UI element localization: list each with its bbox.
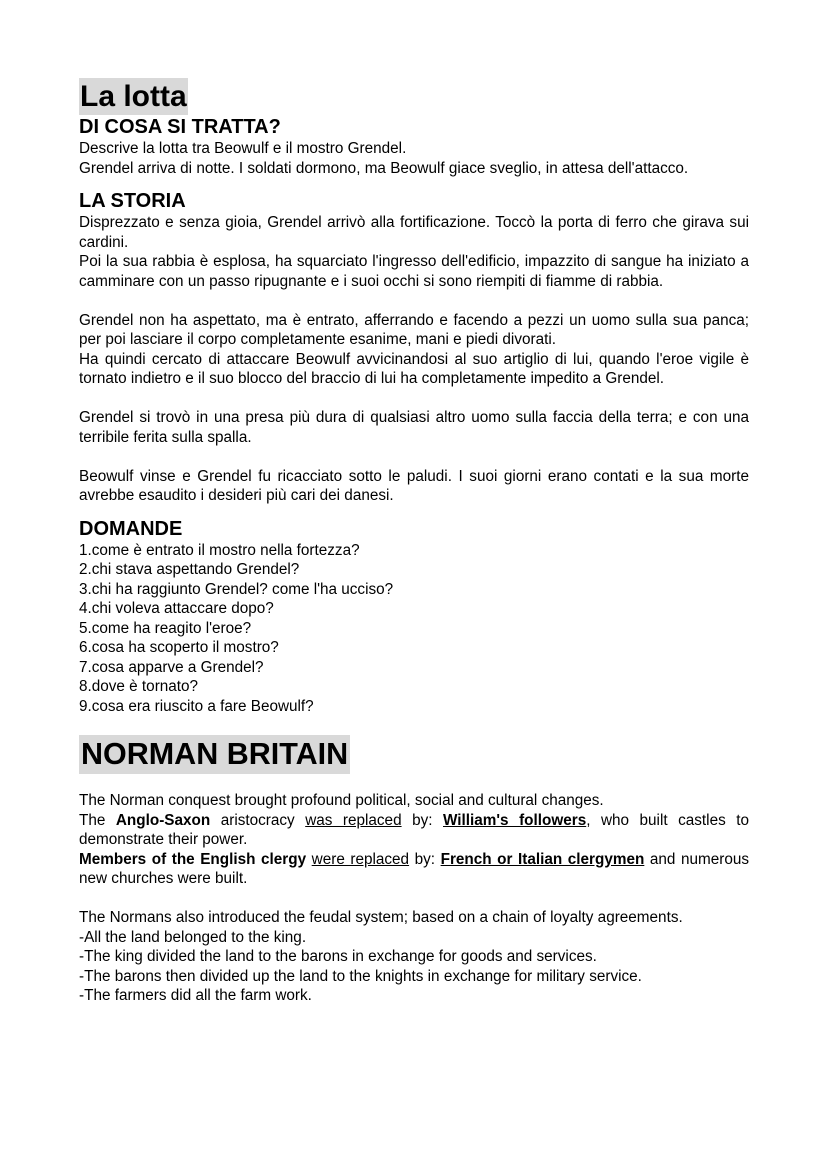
question-item: 8.dove è tornato? (79, 678, 199, 695)
norman-paragraph: Members of the English clergy were replaced by: French or Italian clergymen and numerous new churches were built. (79, 850, 749, 887)
norman-paragraph: The Norman conquest brought profound political, social and cultural changes. (79, 792, 604, 809)
question-item: 9.cosa era riuscito a fare Beowulf? (79, 697, 314, 715)
question-item: 3.chi ha raggiunto Grendel? come l'ha ucciso? (79, 580, 394, 598)
story-paragraph: Beowulf vinse e Grendel fu ricacciato sotto le paludi. I suoi giorni erano contati e la sua morte avrebbe esaudito i desideri più cari dei danesi. (79, 467, 749, 504)
feudal-line: -The king divided the land to the barons in exchange for goods and services. (79, 948, 597, 965)
story-paragraph: Poi la sua rabbia è esplosa, ha squarciato l'ingresso dell'edificio, impazzito di sangue ha iniziato a camminare con un passo ripugnante e i suoi occhi si sono riempiti di fiamme di rabbia. (79, 253, 749, 290)
section-norman-britain (79, 716, 749, 1006)
page-title: La lotta (80, 80, 187, 113)
story-paragraph: Grendel non ha aspettato, ma è entrato, afferrando e facendo a pezzi un uomo sulla sua panca; per poi lasciare il corpo completamente esanime, mani e piedi divorati. (79, 311, 749, 348)
story-paragraph: Disprezzato e senza gioia, Grendel arrivò alla fortificazione. Toccò la porta di ferro che girava sui cardini. (79, 214, 749, 251)
heading-la-storia: LA STORIA (79, 190, 186, 212)
feudal-line: -All the land belonged to the king. (79, 928, 307, 946)
question-item: 4.chi voleva attaccare dopo? (79, 600, 274, 617)
section-storia (79, 189, 749, 506)
french-italian-clergymen-term: French or Italian clergymen (440, 850, 645, 868)
williams-followers-term: William's followers (443, 811, 587, 829)
question-item: 2.chi stava aspettando Grendel? (79, 561, 300, 578)
norman-paragraph: The Anglo-Saxon aristocracy was replaced by: William's followers, who built castles to demonstrate their power. (79, 811, 749, 848)
norman-britain-title: NORMAN BRITAIN (79, 735, 350, 774)
story-paragraph: Ha quindi cercato di attaccare Beowulf avvicinandosi al suo artiglio di lui, quando l'eroe vigile è tornato indietro e il suo blocco del braccio di lui ha completamente impedito a Grendel. (79, 350, 749, 387)
subtitle-di-cosa-si-tratta: DI COSA SI TRATTA? (79, 116, 281, 138)
intro-line: Grendel arriva di notte. I soldati dormono, ma Beowulf giace sveglio, in attesa dell'attacco. (79, 159, 689, 177)
feudal-line: -The barons then divided up the land to the knights in exchange for military service. (79, 967, 642, 985)
section-la-lotta (79, 78, 749, 178)
feudal-line: The Normans also introduced the feudal system; based on a chain of loyalty agreements. (79, 909, 683, 926)
anglo-saxon-term: Anglo-Saxon (115, 811, 211, 829)
feudal-line: -The farmers did all the farm work. (79, 987, 312, 1004)
story-paragraph: Grendel si trovò in una presa più dura di qualsiasi altro uomo sulla faccia della terra; e con una terribile ferita sulla spalla. (79, 409, 749, 446)
question-item: 6.cosa ha scoperto il mostro? (79, 639, 279, 656)
question-item: 1.come è entrato il mostro nella fortezza? (79, 541, 360, 559)
was-replaced-text: was replaced (305, 811, 402, 829)
question-item: 5.come ha reagito l'eroe? (79, 619, 252, 637)
question-item: 7.cosa apparve a Grendel? (79, 658, 264, 676)
section-domande (79, 517, 749, 717)
intro-line: Descrive la lotta tra Beowulf e il mostro Grendel. (79, 140, 407, 157)
heading-domande: DOMANDE (79, 517, 183, 540)
were-replaced-text: were replaced (311, 850, 410, 868)
english-clergy-term: Members of the English clergy (79, 850, 307, 868)
